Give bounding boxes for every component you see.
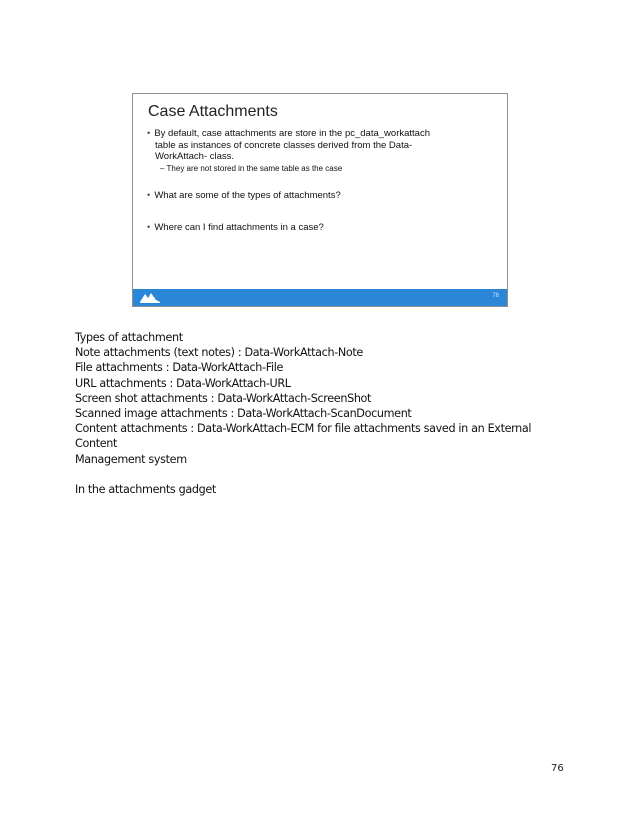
- slide-bullet-2: [147, 190, 487, 202]
- sub-bullet-text: They are not stored in the same table as the case: [166, 164, 343, 173]
- speaker-notes: [75, 330, 575, 497]
- notes-spacer: [75, 467, 575, 482]
- notes-line: Screen shot attachments : Data-WorkAttach-ScreenShot: [75, 391, 372, 405]
- bullet-dot: •: [147, 190, 151, 201]
- bullet-dot: •: [147, 222, 151, 233]
- notes-line: Note attachments (text notes) : Data-WorkAttach-Note: [75, 346, 363, 360]
- slide-thumbnail: [132, 93, 508, 307]
- bullet-3-text: Where can I find attachments in a case?: [154, 222, 324, 233]
- notes-line: File attachments : Data-WorkAttach-File: [75, 361, 284, 375]
- slide-number: 76: [492, 293, 499, 299]
- bullet-1-line-1: By default, case attachments are store in the pc_data_workattach: [154, 128, 430, 139]
- sub-bullet-dash: –: [160, 164, 165, 173]
- notes-line: Management system: [75, 452, 187, 466]
- slide-footer-bar: [133, 289, 507, 306]
- slide-sub-bullet: [160, 164, 342, 173]
- notes-line: Types of attachment: [75, 331, 183, 344]
- slide-title: Case Attachments: [148, 103, 278, 120]
- company-logo-icon: [139, 291, 161, 304]
- page-number: 76: [551, 763, 564, 774]
- notes-line: Scanned image attachments : Data-WorkAttach-ScanDocument: [75, 407, 412, 421]
- notes-line: URL attachments : Data-WorkAttach-URL: [75, 376, 291, 390]
- slide-bullet-1: [147, 128, 487, 163]
- notes-line: Content attachments : Data-WorkAttach-ECM for file attachments saved in an External Content: [75, 422, 532, 451]
- bullet-dot: •: [147, 128, 151, 139]
- slide-bullet-3: [147, 222, 487, 234]
- notes-answer: In the attachments gadget: [75, 482, 216, 496]
- bullet-2-text: What are some of the types of attachments?: [154, 190, 341, 201]
- bullet-1-line-2: table as instances of concrete classes derived from the Data-: [155, 139, 413, 151]
- bullet-1-line-3: WorkAttach- class.: [155, 151, 235, 162]
